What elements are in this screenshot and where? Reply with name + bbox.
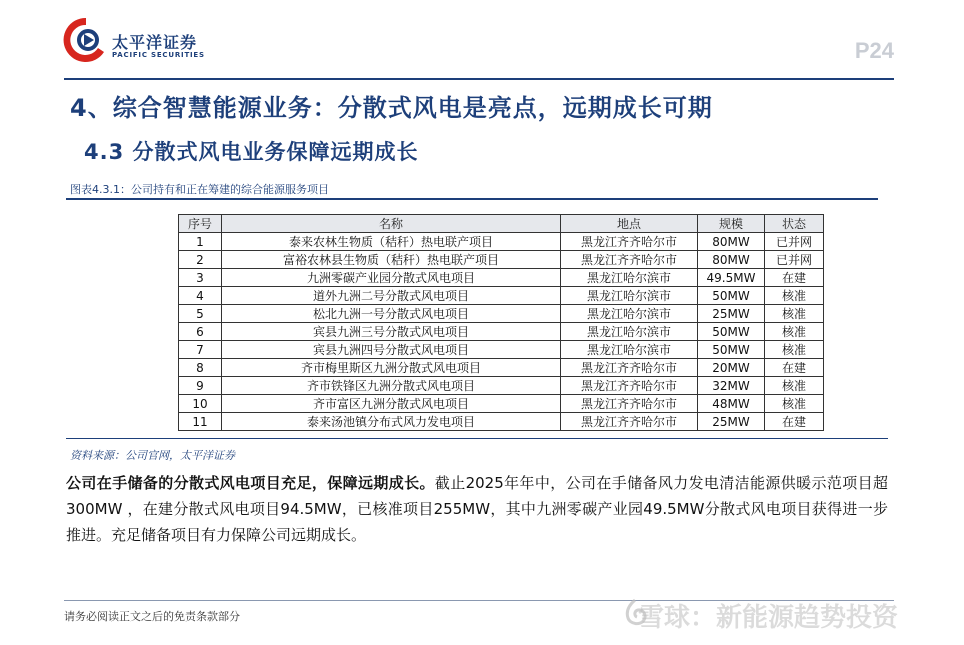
table-row bbox=[179, 377, 824, 395]
table-row bbox=[179, 305, 824, 323]
cell-location: 黑龙江齐齐哈尔市 bbox=[561, 233, 698, 251]
table-row bbox=[179, 233, 824, 251]
cell-location: 黑龙江齐齐哈尔市 bbox=[561, 377, 698, 395]
table-row bbox=[179, 395, 824, 413]
cell-scale: 25MW bbox=[698, 413, 765, 431]
brand-name-cn: 太平洋证券 bbox=[112, 33, 198, 52]
cell-location: 黑龙江哈尔滨市 bbox=[561, 341, 698, 359]
cell-location: 黑龙江哈尔滨市 bbox=[561, 323, 698, 341]
column-header: 状态 bbox=[765, 215, 824, 233]
source-divider bbox=[66, 438, 888, 439]
cell-name: 宾县九洲四号分散式风电项目 bbox=[222, 341, 561, 359]
column-header: 序号 bbox=[179, 215, 222, 233]
cell-location: 黑龙江齐齐哈尔市 bbox=[561, 395, 698, 413]
paragraph-body: 截止2025年年中，公司在手储备风力发电清洁能源供暖示范项目超300MW ，在建分散式风电项目94.5MW，已核准项目255MW，其中九洲零碳产业园49.5MW分散式风电项目获得进一步推进。充足储备项目有力保障公司远期成长。 bbox=[66, 474, 888, 544]
table-row bbox=[179, 287, 824, 305]
cell-name: 齐市铁锋区九洲分散式风电项目 bbox=[222, 377, 561, 395]
source-note: 资料来源：公司官网，太平洋证券 bbox=[70, 449, 235, 462]
cell-scale: 80MW bbox=[698, 233, 765, 251]
cell-scale: 80MW bbox=[698, 251, 765, 269]
cell-status: 已并网 bbox=[765, 233, 824, 251]
cell-status: 核准 bbox=[765, 323, 824, 341]
disclaimer-text: 请务必阅读正文之后的免责条款部分 bbox=[64, 610, 240, 623]
cell-no: 7 bbox=[179, 341, 222, 359]
cell-status: 在建 bbox=[765, 413, 824, 431]
cell-no: 10 bbox=[179, 395, 222, 413]
cell-scale: 50MW bbox=[698, 287, 765, 305]
brand-name-en: PACIFIC SECURITIES bbox=[112, 51, 205, 59]
cell-name: 宾县九洲三号分散式风电项目 bbox=[222, 323, 561, 341]
cell-scale: 49.5MW bbox=[698, 269, 765, 287]
paragraph-lead: 公司在手储备的分散式风电项目充足，保障远期成长。 bbox=[66, 474, 435, 492]
figure-caption: 图表4.3.1：公司持有和正在筹建的综合能源服务项目 bbox=[70, 183, 329, 196]
table-row bbox=[179, 323, 824, 341]
cell-name: 泰来汤池镇分布式风力发电项目 bbox=[222, 413, 561, 431]
cell-status: 核准 bbox=[765, 377, 824, 395]
table-row bbox=[179, 269, 824, 287]
body-paragraph bbox=[66, 470, 888, 548]
figure-divider bbox=[66, 198, 878, 200]
cell-scale: 48MW bbox=[698, 395, 765, 413]
cell-location: 黑龙江齐齐哈尔市 bbox=[561, 359, 698, 377]
cell-status: 已并网 bbox=[765, 251, 824, 269]
cell-status: 在建 bbox=[765, 359, 824, 377]
projects-table bbox=[178, 214, 824, 431]
cell-no: 9 bbox=[179, 377, 222, 395]
cell-location: 黑龙江哈尔滨市 bbox=[561, 305, 698, 323]
cell-no: 4 bbox=[179, 287, 222, 305]
cell-location: 黑龙江齐齐哈尔市 bbox=[561, 413, 698, 431]
cell-name: 富裕农林县生物质（秸秆）热电联产项目 bbox=[222, 251, 561, 269]
cell-name: 齐市梅里斯区九洲分散式风电项目 bbox=[222, 359, 561, 377]
cell-location: 黑龙江哈尔滨市 bbox=[561, 287, 698, 305]
section-title: 4、综合智慧能源业务：分散式风电是亮点，远期成长可期 bbox=[70, 94, 713, 122]
cell-no: 3 bbox=[179, 269, 222, 287]
column-header: 名称 bbox=[222, 215, 561, 233]
table-row bbox=[179, 413, 824, 431]
cell-name: 松北九洲一号分散式风电项目 bbox=[222, 305, 561, 323]
cell-scale: 25MW bbox=[698, 305, 765, 323]
page-number: P24 bbox=[854, 38, 894, 63]
cell-scale: 50MW bbox=[698, 323, 765, 341]
cell-status: 在建 bbox=[765, 269, 824, 287]
cell-name: 泰来农林生物质（秸秆）热电联产项目 bbox=[222, 233, 561, 251]
cell-no: 2 bbox=[179, 251, 222, 269]
cell-no: 6 bbox=[179, 323, 222, 341]
cell-status: 核准 bbox=[765, 341, 824, 359]
cell-scale: 32MW bbox=[698, 377, 765, 395]
cell-scale: 20MW bbox=[698, 359, 765, 377]
cell-status: 核准 bbox=[765, 395, 824, 413]
cell-status: 核准 bbox=[765, 305, 824, 323]
cell-location: 黑龙江哈尔滨市 bbox=[561, 269, 698, 287]
cell-name: 九洲零碳产业园分散式风电项目 bbox=[222, 269, 561, 287]
table-row bbox=[179, 359, 824, 377]
cell-no: 11 bbox=[179, 413, 222, 431]
cell-status: 核准 bbox=[765, 287, 824, 305]
table-row bbox=[179, 251, 824, 269]
header-divider bbox=[64, 78, 894, 80]
cell-name: 道外九洲二号分散式风电项目 bbox=[222, 287, 561, 305]
cell-no: 5 bbox=[179, 305, 222, 323]
cell-scale: 50MW bbox=[698, 341, 765, 359]
cell-location: 黑龙江齐齐哈尔市 bbox=[561, 251, 698, 269]
column-header: 地点 bbox=[561, 215, 698, 233]
subsection-title: 4.3 分散式风电业务保障远期成长 bbox=[84, 140, 419, 164]
watermark-text: 雪球：新能源趋势投资 bbox=[638, 603, 899, 633]
cell-no: 8 bbox=[179, 359, 222, 377]
cell-name: 齐市富区九洲分散式风电项目 bbox=[222, 395, 561, 413]
table-row bbox=[179, 341, 824, 359]
cell-no: 1 bbox=[179, 233, 222, 251]
table-header-row bbox=[179, 215, 824, 233]
column-header: 规模 bbox=[698, 215, 765, 233]
